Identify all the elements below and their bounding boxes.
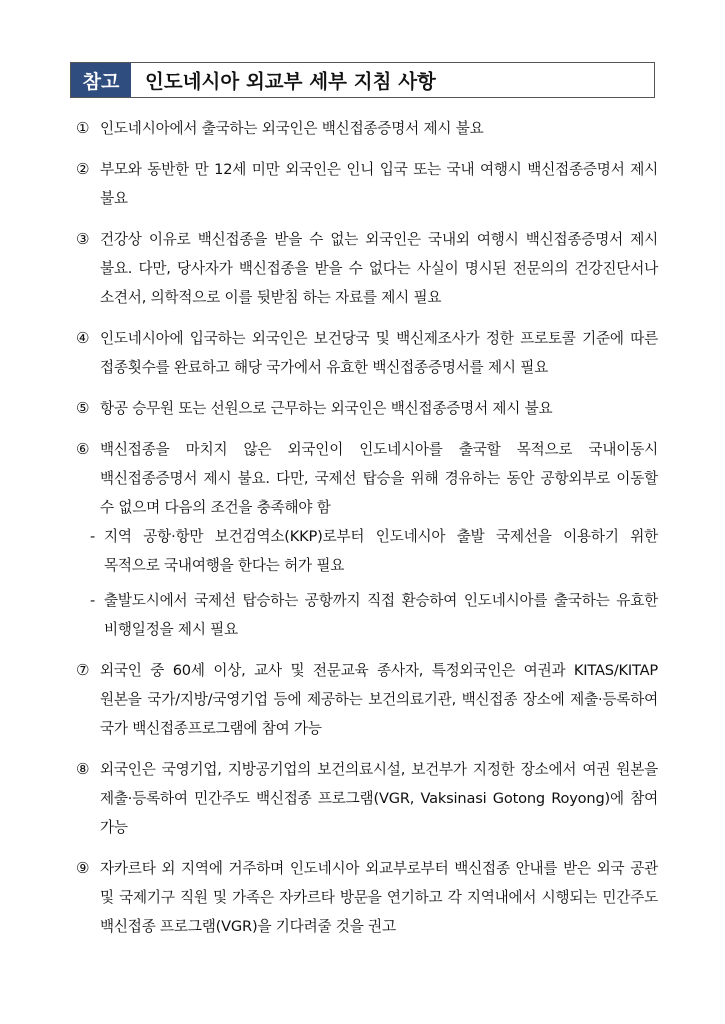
- item-number: ⑨: [76, 859, 90, 877]
- reference-badge: 참고: [71, 63, 131, 97]
- item-text: 인도네시아에서 출국하는 외국인은 백신접종증명서 제시 불요: [100, 120, 484, 137]
- section-header: [70, 62, 655, 98]
- sub-item-text: 지역 공항·항만 보건검역소(KKP)로부터 인도네시아 출발 국제선을 이용하기 위한 목적으로 국내여행을 한다는 허가 필요: [104, 528, 658, 574]
- list-item: [76, 755, 658, 842]
- list-item: [76, 656, 658, 743]
- list-item: [76, 854, 658, 941]
- item-number: ②: [76, 160, 90, 178]
- guideline-list: [76, 114, 658, 941]
- item-number: ⑧: [76, 760, 90, 778]
- item-text: 외국인은 국영기업, 지방공기업의 보건의료시설, 보건부가 지정한 장소에서 여권 원본을 제출·등록하여 민간주도 백신접종 프로그램(VGR, Vaksinasi Gotong Royong)에 참여 가능: [100, 761, 658, 836]
- list-item: [76, 114, 658, 143]
- sub-item-dash: -: [90, 528, 96, 545]
- item-text: 건강상 이유로 백신접종을 받을 수 없는 외국인은 국내외 여행시 백신접종증명서 제시 불요. 다만, 당사자가 백신접종을 받을 수 없다는 사실이 명시된 전문의의 건강진단서나 소견서, 의학적으로 이를 뒷받침 하는 자료를 제시 필요: [100, 231, 658, 306]
- item-text: 자카르타 외 지역에 거주하며 인도네시아 외교부로부터 백신접종 안내를 받은 외국 공관 및 국제기구 직원 및 가족은 자카르타 방문을 연기하고 각 지역내에서 시행되는 민간주도 백신접종 프로그램(VGR)을 기다려줄 것을 권고: [100, 860, 658, 935]
- list-item: [76, 225, 658, 312]
- sub-list-item: [90, 522, 658, 580]
- list-item: [76, 435, 658, 522]
- list-item: [76, 155, 658, 213]
- item-number: ④: [76, 329, 90, 347]
- sub-item-dash: -: [90, 592, 96, 609]
- item-number: ⑥: [76, 440, 90, 458]
- sub-list-item: [90, 586, 658, 644]
- page-title: 인도네시아 외교부 세부 지침 사항: [145, 70, 436, 93]
- item-text: 인도네시아에 입국하는 외국인은 보건당국 및 백신제조사가 정한 프로토콜 기준에 따른 접종횟수를 완료하고 해당 국가에서 유효한 백신접종증명서를 제시 필요: [100, 330, 658, 376]
- item-number: ⑦: [76, 661, 90, 679]
- item-text: 외국인 중 60세 이상, 교사 및 전문교육 종사자, 특정외국인은 여권과 KITAS/KITAP 원본을 국가/지방/국영기업 등에 제공하는 보건의료기관, 백신접종 장소에 제출·등록하여 국가 백신접종프로그램에 참여 가능: [100, 662, 658, 737]
- item-number: ③: [76, 230, 90, 248]
- item-text: 항공 승무원 또는 선원으로 근무하는 외국인은 백신접종증명서 제시 불요: [100, 400, 553, 417]
- list-item: [76, 394, 658, 423]
- sub-item-text: 출발도시에서 국제선 탑승하는 공항까지 직접 환승하여 인도네시아를 출국하는 유효한 비행일정을 제시 필요: [104, 592, 658, 638]
- list-item: [76, 324, 658, 382]
- item-number: ①: [76, 119, 90, 137]
- item-text: 부모와 동반한 만 12세 미만 외국인은 인니 입국 또는 국내 여행시 백신접종증명서 제시 불요: [100, 161, 658, 207]
- item-text: 백신접종을 마치지 않은 외국인이 인도네시아를 출국할 목적으로 국내이동시 백신접종증명서 제시 불요. 다만, 국제선 탑승을 위해 경유하는 동안 공항외부로 이동할 수 없으며 다음의 조건을 충족해야 함: [100, 441, 658, 516]
- item-number: ⑤: [76, 399, 90, 417]
